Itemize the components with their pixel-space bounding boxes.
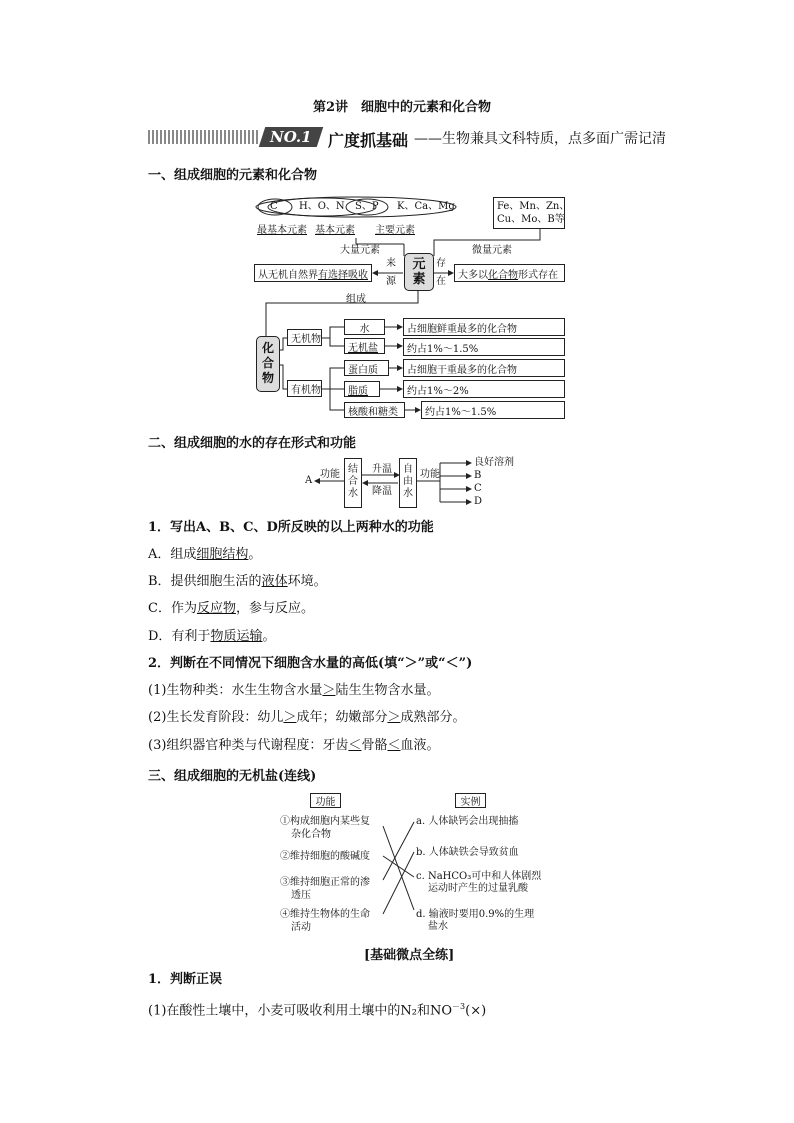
exist-text-c: 形式存在 [518, 269, 558, 281]
source-box [254, 264, 372, 282]
trace-label: 微量元素 [472, 245, 512, 256]
inorganic-box: 无机物 [287, 329, 322, 346]
example-d1: d. 输液时要用0.9%的生理 [416, 909, 535, 920]
cool-down-label: 降温 [372, 486, 392, 497]
function-4a: ④维持生物体的生命 [280, 909, 370, 920]
banner-tag: NO.1 [270, 128, 312, 146]
exist-char2: 在 [436, 276, 446, 287]
function-1a: ①构成细胞内某些复 [280, 816, 370, 827]
free-water-box: 自由水 [399, 458, 417, 508]
nucleic-desc-box: 约占1%～1.5% [421, 401, 565, 419]
drill-heading: [基础微点全练] [364, 948, 455, 963]
answer-d: D．有利于物质运输。 [148, 629, 276, 644]
organic-box: 有机物 [287, 380, 322, 397]
trace-element-box [493, 197, 570, 229]
exist-text-underlined: 化合物 [488, 269, 518, 281]
source-text-underlined: 有选择吸收 [318, 269, 368, 281]
water-box: 水 [344, 319, 385, 335]
exist-char1: 存 [436, 258, 446, 269]
drill-question: 1．判断正误 [148, 972, 223, 987]
salt-desc-box: 约占1%～1.5% [403, 338, 565, 356]
drill-item-1: (1)在酸性土壤中，小麦可吸收利用土壤中的N₂和$NO^{-3}(\times)$ [148, 1002, 487, 1019]
main-label: 主要元素 [375, 225, 415, 236]
section1-heading: 一、组成细胞的元素和化合物 [148, 168, 318, 183]
exist-text-a: 大多以 [458, 269, 488, 281]
output-c: C [474, 483, 482, 494]
function-2: ②维持细胞的酸碱度 [280, 851, 370, 862]
lipid-desc-box: 约占1%～2% [403, 380, 565, 398]
source-text: 从无机自然界 [258, 269, 318, 281]
compare-3: (3)组织器官种类与代谢程度：牙齿＜骨骼＜血液。 [148, 738, 440, 753]
output-a: A [305, 475, 313, 486]
example-c1: c. NaHCO₃可中和人体剧烈 [416, 871, 542, 882]
section3-heading: 三、组成细胞的无机盐(连线) [148, 769, 317, 784]
trace-line1: Fe、Mn、Zn、 [497, 201, 570, 212]
salt-box: 无机盐 [344, 338, 385, 354]
compose-label: 组成 [346, 294, 366, 305]
protein-desc-box: 占细胞干重最多的化合物 [403, 359, 565, 377]
output-b: B [474, 470, 482, 481]
most-basic-label: 最基本元素 [257, 225, 307, 236]
macro-label: 大量元素 [340, 245, 380, 256]
answer-a: A．组成细胞结构。 [148, 547, 262, 562]
free-func-label: 功能 [420, 469, 440, 480]
example-b: b. 人体缺铁会导致贫血 [416, 847, 519, 858]
function-1b: 杂化合物 [291, 829, 331, 840]
example-a: a. 人体缺钙会出现抽搐 [416, 816, 519, 827]
element-sp: S、P [355, 201, 379, 212]
nucleic-box: 核酸和糖类 [344, 402, 405, 418]
output-d: D [474, 496, 483, 507]
element-c: C [270, 201, 278, 212]
output-solvent: 良好溶剂 [474, 457, 514, 468]
answer-b: B．提供细胞生活的液体环境。 [148, 574, 327, 589]
element-hon: H、O、N [299, 201, 345, 212]
protein-box: 蛋白质 [344, 360, 389, 376]
compare-2: (2)生长发育阶段：幼儿＞成年；幼嫩部分＞成熟部分。 [148, 710, 466, 725]
source-char1: 来 [386, 258, 396, 269]
question-2: 2．判断在不同情况下细胞含水量的高低(填“＞”或“＜”) [148, 656, 473, 671]
example-d2: 盐水 [428, 921, 448, 932]
lipid-box: 脂质 [344, 381, 380, 397]
function-3b: 透压 [291, 890, 311, 901]
answer-c: C．作为反应物，参与反应。 [148, 601, 314, 616]
bound-func-label: 功能 [320, 469, 340, 480]
heat-up-label: 升温 [372, 464, 392, 475]
banner-subtitle: ——生物兼具文科特质，点多面广需记清 [414, 131, 666, 147]
question-1: 1．写出A、B、C、D所反映的以上两种水的功能 [148, 520, 434, 535]
compound-box: 化合物 [256, 336, 280, 392]
function-3a: ③维持细胞正常的渗 [280, 877, 370, 888]
section2-heading: 二、组成细胞的水的存在形式和功能 [148, 436, 357, 451]
water-desc-box: 占细胞鲜重最多的化合物 [403, 318, 565, 336]
bound-water-box: 结合水 [344, 458, 362, 508]
function-4b: 活动 [291, 922, 311, 933]
banner-heading: 广度抓基础 [328, 131, 409, 150]
trace-line2: Cu、Mo、B等 [497, 214, 565, 225]
example-header: 实例 [455, 793, 486, 808]
element-kcamg: K、Ca、Mg [397, 201, 455, 212]
page-title: 第2讲 细胞中的元素和化合物 [313, 100, 492, 115]
basic-label: 基本元素 [315, 225, 355, 236]
example-c2: 运动时产生的过量乳酸 [428, 883, 528, 894]
exist-box [454, 264, 565, 282]
element-center-box: 元素 [404, 253, 434, 291]
source-char2: 源 [386, 276, 396, 287]
compare-1: (1)生物种类：水生生物含水量＞陆生生物含水量。 [148, 683, 440, 698]
function-header: 功能 [310, 793, 341, 808]
